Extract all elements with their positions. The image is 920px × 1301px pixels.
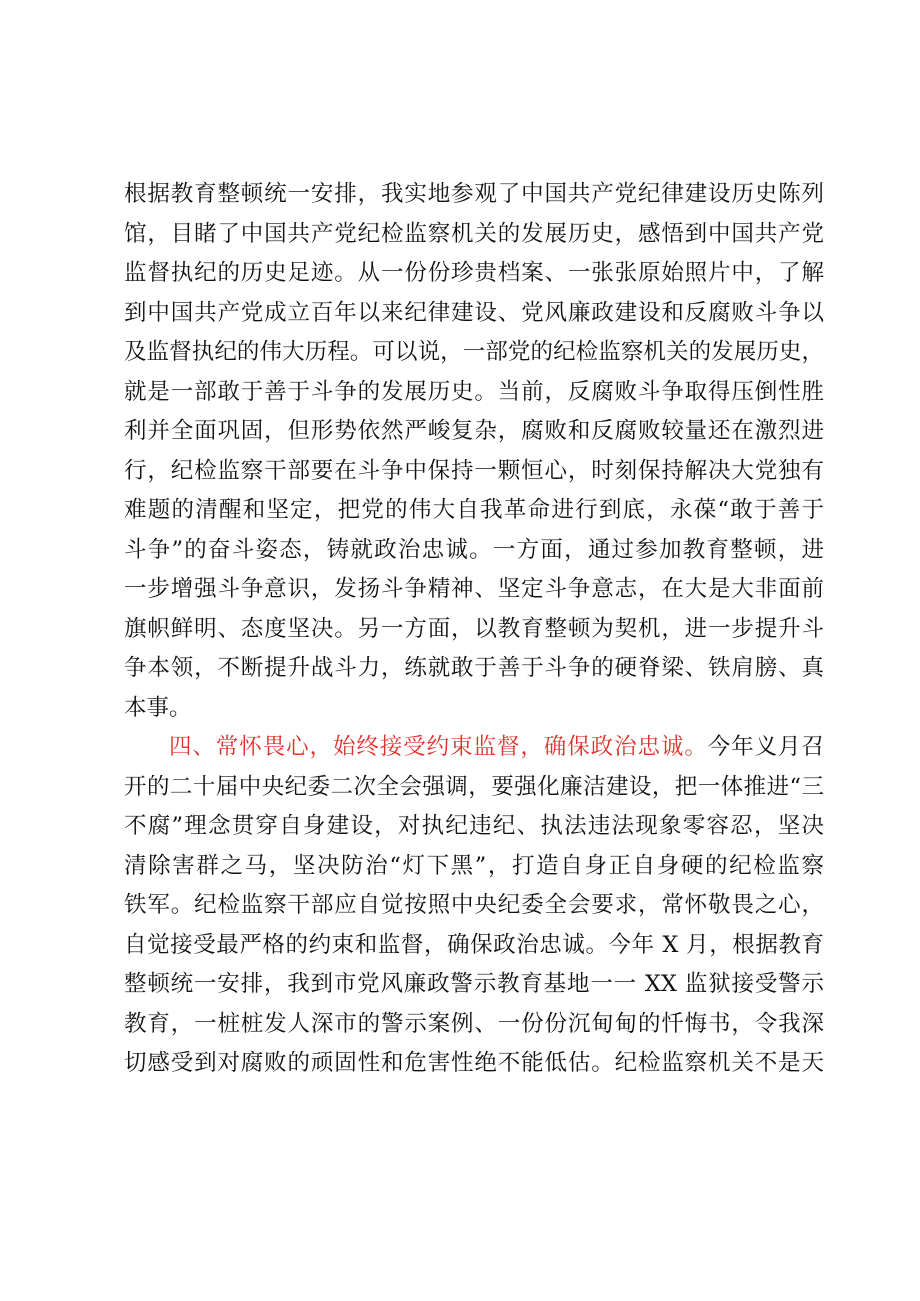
text-span: 今年义月召 <box>707 734 824 760</box>
text-line: 开的二十届中央纪委二次全会强调，要强化廉洁建设，把一体推进“三 <box>124 773 824 800</box>
text-line: 监督执纪的历史足迹。从一份份珍贵档案、一张张原始照片中，了解 <box>124 260 824 286</box>
text-line: 到中国共产党成立百年以来纪律建设、党风廉政建设和反腐败斗争以 <box>124 299 824 326</box>
text-line: 及监督执纪的伟大历程。可以说，一部党的纪检监察机关的发展历史， <box>124 339 824 365</box>
text-line: 一步增强斗争意识，发扬斗争精神、坚定斗争意志，在大是大非面前 <box>124 576 824 602</box>
text-line: 行，纪检监察干部要在斗争中保持一颗恒心，时刻保持解决大党独有 <box>124 457 824 484</box>
text-line: 自觉接受最严格的约束和监督，确保政治忠诚。今年 X 月，根据教育 <box>124 931 824 958</box>
paragraph-1 <box>124 175 824 728</box>
text-line: 清除害群之马，坚决防治“灯下黑”，打造自身正自身硬的纪检监察 <box>124 852 824 879</box>
text-line: 馆，目睹了中国共产党纪检监察机关的发展历史，感悟到中国共产党 <box>124 220 824 247</box>
text-line: 利并全面巩固，但形势依然严峻复杂，腐败和反腐败较量还在激烈进 <box>124 418 824 444</box>
text-line: 难题的清醒和坚定，把党的伟大自我革命进行到底，永葆“敢于善于 <box>124 497 824 523</box>
paragraph-2-first-line <box>124 728 824 768</box>
text-line: 不腐”理念贯穿自身建设，对执纪违纪、执法违法现象零容忍，坚决 <box>124 813 824 839</box>
paragraph-2 <box>124 728 824 1084</box>
section-heading: 四、常怀畏心，始终接受约束监督，确保政治忠诚。 <box>169 734 708 760</box>
text-line: 铁军。纪检监察干部应自觉按照中央纪委全会要求，常怀敬畏之心， <box>124 892 824 918</box>
document-body <box>124 175 824 1084</box>
text-line: 切感受到对腐败的顽固性和危害性绝不能低估。纪检监察机关不是天 <box>124 1050 824 1076</box>
text-line: 本事。 <box>124 694 192 721</box>
text-line: 斗争”的奋斗姿态，铸就政治忠诚。一方面，通过参加教育整顿，进 <box>124 536 824 563</box>
text-line: 整顿统一安排，我到市党风廉政警示教育基地一一 XX 监狱接受警示 <box>124 971 824 997</box>
text-line: 根据教育整顿统一安排，我实地参观了中国共产党纪律建设历史陈列 <box>124 181 824 207</box>
text-line: 旗帜鲜明、态度坚决。另一方面，以教育整顿为契机，进一步提升斗 <box>124 615 824 642</box>
text-line: 争本领，不断提升战斗力，练就敢于善于斗争的硬脊梁、铁肩膀、真 <box>124 655 824 681</box>
text-line: 教育，一桩桩发人深市的警示案例、一份份沉甸甸的忏悔书，令我深 <box>124 1010 824 1037</box>
text-line: 就是一部敢于善于斗争的发展历史。当前，反腐败斗争取得压倒性胜 <box>124 378 824 405</box>
